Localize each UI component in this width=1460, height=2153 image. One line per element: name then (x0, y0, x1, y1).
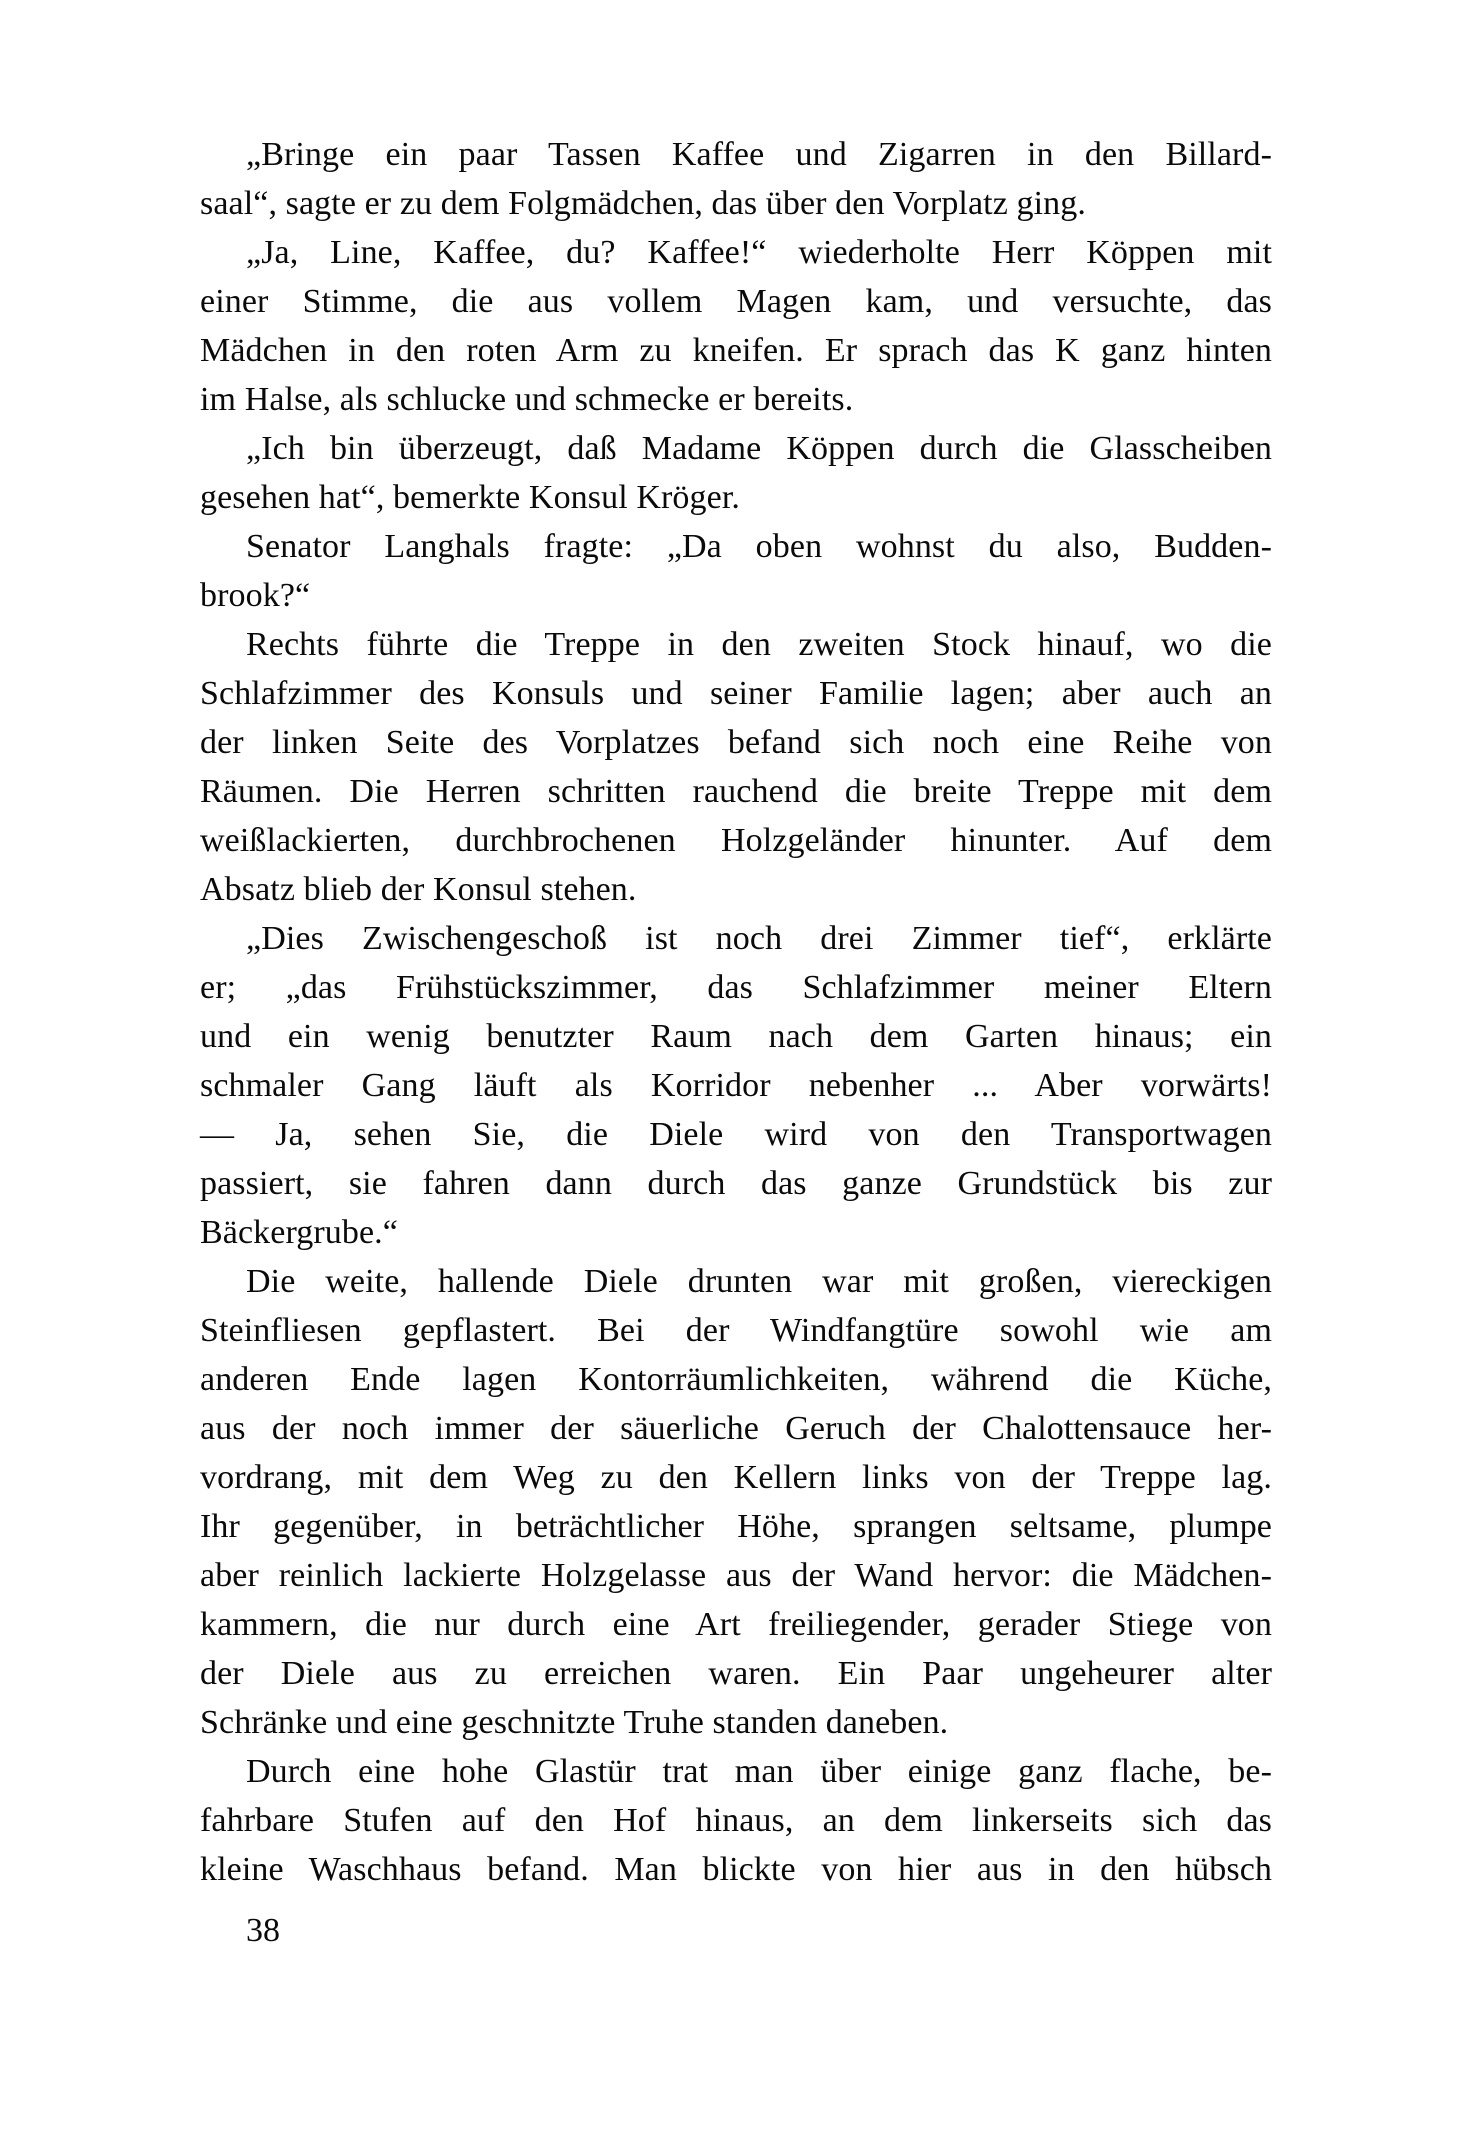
paragraph (200, 1257, 1272, 1747)
paragraph (200, 914, 1272, 1257)
text-line: „Dies Zwischengeschoß ist noch drei Zimmer tief“, erklärte (246, 920, 1272, 957)
paragraph (200, 1747, 1272, 1894)
text-line: der linken Seite des Vorplatzes befand sich noch eine Reihe von (200, 724, 1272, 761)
text-line: Mädchen in den roten Arm zu kneifen. Er sprach das K ganz hinten (200, 332, 1272, 369)
paragraph (200, 228, 1272, 424)
page-number: 38 (246, 1912, 280, 1949)
text-line: passiert, sie fahren dann durch das ganze Grundstück bis zur (200, 1165, 1272, 1202)
text-line: der Diele aus zu erreichen waren. Ein Paar ungeheurer alter (200, 1655, 1272, 1692)
paragraph (200, 130, 1272, 228)
text-line: Schränke und eine geschnitzte Truhe standen daneben. (200, 1704, 949, 1741)
text-line: Bäckergrube.“ (200, 1214, 398, 1251)
text-line: Rechts führte die Treppe in den zweiten Stock hinauf, wo die (246, 626, 1272, 663)
text-line: Senator Langhals fragte: „Da oben wohnst du also, Budden- (246, 528, 1272, 565)
text-line: aber reinlich lackierte Holzgelasse aus der Wand hervor: die Mädchen- (200, 1557, 1272, 1594)
text-line: Absatz blieb der Konsul stehen. (200, 871, 637, 908)
text-line: und ein wenig benutzter Raum nach dem Garten hinaus; ein (200, 1018, 1272, 1055)
text-line: vordrang, mit dem Weg zu den Kellern links von der Treppe lag. (200, 1459, 1272, 1496)
text-line: er; „das Frühstückszimmer, das Schlafzimmer meiner Eltern (200, 969, 1272, 1006)
text-block (200, 130, 1272, 1894)
paragraph (200, 620, 1272, 914)
text-line: kammern, die nur durch eine Art freiliegender, gerader Stiege von (200, 1606, 1272, 1643)
text-line: kleine Waschhaus befand. Man blickte von hier aus in den hübsch (200, 1851, 1272, 1888)
text-line: aus der noch immer der säuerliche Geruch der Chalottensauce her- (200, 1410, 1272, 1447)
text-line: fahrbare Stufen auf den Hof hinaus, an dem linkerseits sich das (200, 1802, 1272, 1839)
text-line: Ihr gegenüber, in beträchtlicher Höhe, sprangen seltsame, plumpe (200, 1508, 1272, 1545)
text-line: brook?“ (200, 577, 311, 614)
text-line: saal“, sagte er zu dem Folgmädchen, das über den Vorplatz ging. (200, 185, 1086, 222)
text-line: „Ja, Line, Kaffee, du? Kaffee!“ wiederholte Herr Köppen mit (246, 234, 1272, 271)
text-line: Steinfliesen gepflastert. Bei der Windfangtüre sowohl wie am (200, 1312, 1272, 1349)
text-line: weißlackierten, durchbrochenen Holzgeländer hinunter. Auf dem (200, 822, 1272, 859)
text-line: Die weite, hallende Diele drunten war mit großen, viereckigen (246, 1263, 1272, 1300)
text-line: einer Stimme, die aus vollem Magen kam, und versuchte, das (200, 283, 1272, 320)
paragraph (200, 424, 1272, 522)
text-line: Schlafzimmer des Konsuls und seiner Familie lagen; aber auch an (200, 675, 1272, 712)
text-line: „Ich bin überzeugt, daß Madame Köppen durch die Glasscheiben (246, 430, 1272, 467)
paragraph (200, 522, 1272, 620)
text-line: „Bringe ein paar Tassen Kaffee und Zigarren in den Billard- (246, 136, 1272, 173)
text-line: Räumen. Die Herren schritten rauchend die breite Treppe mit dem (200, 773, 1272, 810)
text-line: Durch eine hohe Glastür trat man über einige ganz flache, be- (246, 1753, 1272, 1790)
text-line: — Ja, sehen Sie, die Diele wird von den Transportwagen (200, 1116, 1272, 1153)
text-line: gesehen hat“, bemerkte Konsul Kröger. (200, 479, 740, 516)
text-line: im Halse, als schlucke und schmecke er bereits. (200, 381, 854, 418)
text-line: anderen Ende lagen Kontorräumlichkeiten, während die Küche, (200, 1361, 1272, 1398)
text-line: schmaler Gang läuft als Korridor nebenher ... Aber vorwärts! (200, 1067, 1272, 1104)
